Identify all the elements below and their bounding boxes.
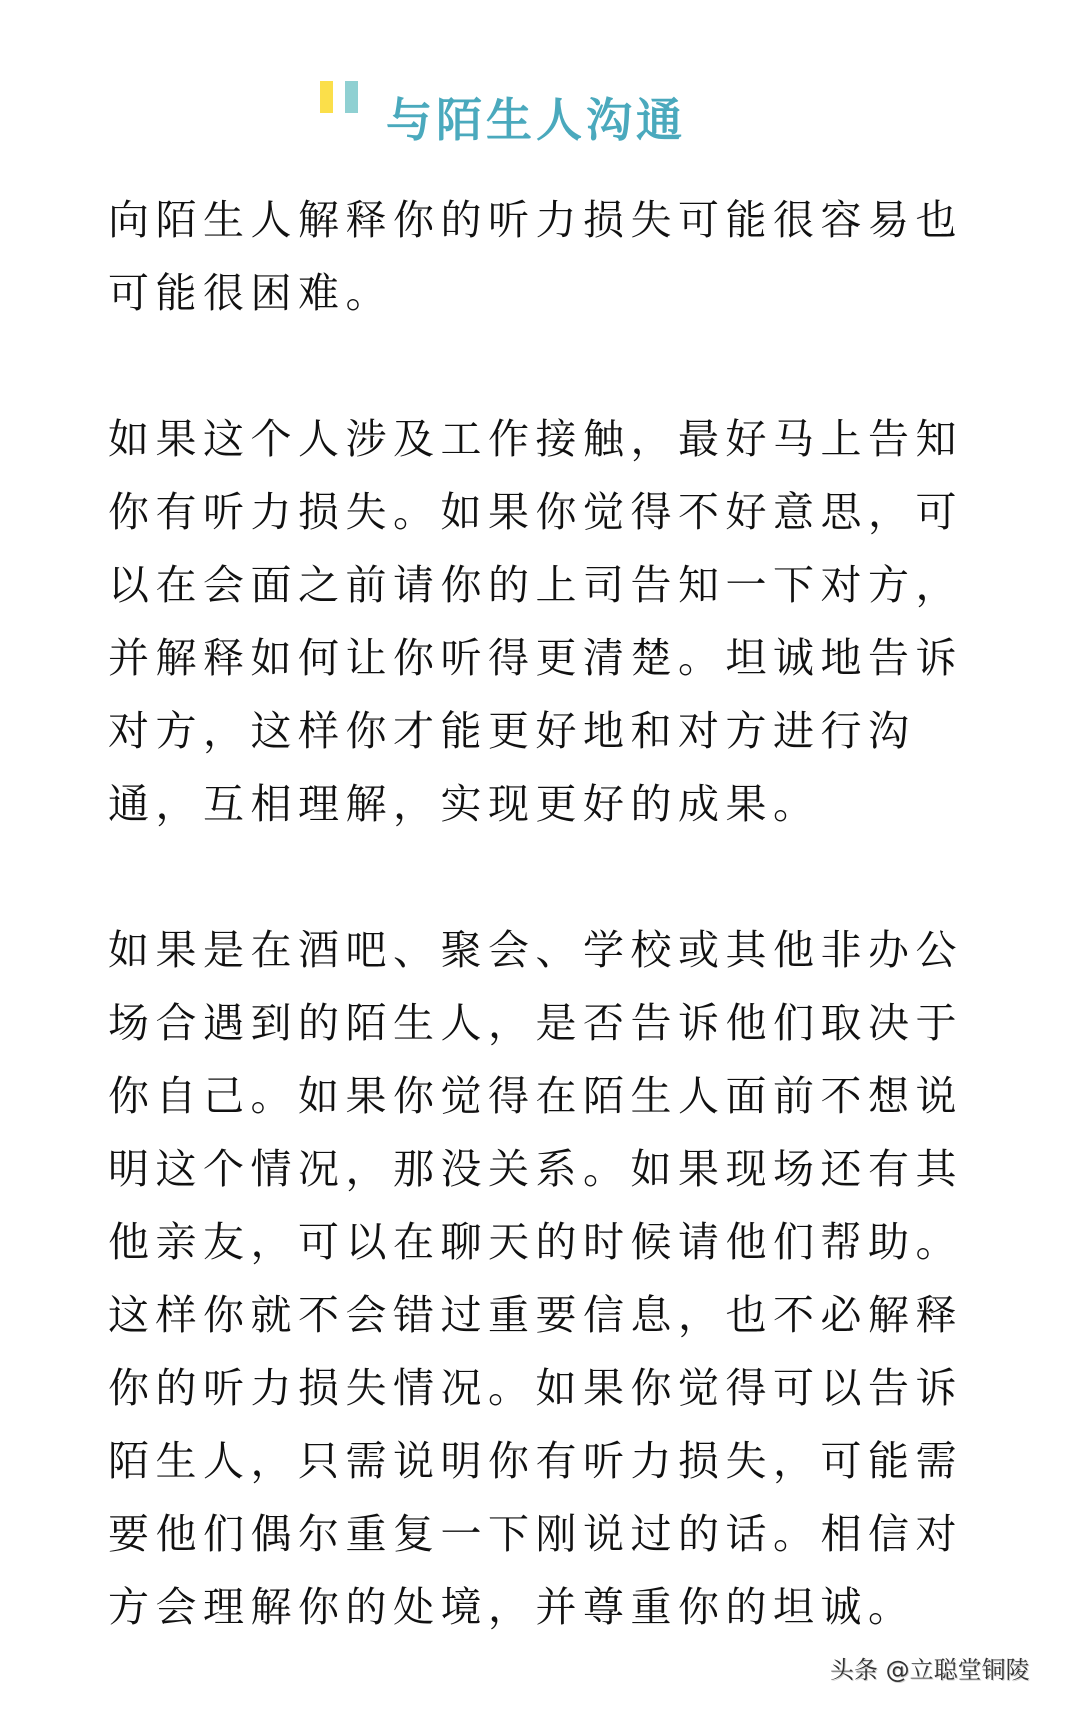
paragraph-intro	[108, 192, 988, 338]
article-body	[108, 192, 988, 1725]
text-line: 并解释如何让你听得更清楚。坦诚地告诉	[108, 634, 963, 682]
section-title: 与陌生人沟通	[386, 93, 686, 147]
text-line: 明这个情况，那没关系。如果现场还有其	[108, 1145, 963, 1193]
text-line: 对方，这样你才能更好地和对方进行沟	[108, 707, 916, 755]
text-line: 向陌生人解释你的听力损失可能很容易也	[108, 196, 963, 244]
text-line: 如果这个人涉及工作接触，最好马上告知	[108, 415, 963, 463]
watermark: 头条 @立聪堂铜陵	[830, 1656, 1030, 1684]
teal-accent-bar-icon	[345, 81, 358, 113]
text-line: 方会理解你的处境，并尊重你的坦诚。	[108, 1583, 916, 1631]
text-line: 通，互相理解，实现更好的成果。	[108, 780, 821, 828]
paragraph-social-setting	[108, 922, 988, 1652]
section-header	[0, 78, 1080, 158]
text-line: 如果是在酒吧、聚会、学校或其他非办公	[108, 926, 963, 974]
paragraph-work-contact	[108, 411, 988, 849]
text-line: 你的听力损失情况。如果你觉得可以告诉	[108, 1364, 963, 1412]
yellow-accent-bar-icon	[320, 81, 333, 113]
text-line: 这样你就不会错过重要信息，也不必解释	[108, 1291, 963, 1339]
text-line: 你自己。如果你觉得在陌生人面前不想说	[108, 1072, 963, 1120]
text-line: 以在会面之前请你的上司告知一下对方，	[108, 561, 963, 609]
text-line: 要他们偶尔重复一下刚说过的话。相信对	[108, 1510, 963, 1558]
text-line: 场合遇到的陌生人，是否告诉他们取决于	[108, 999, 963, 1047]
text-line: 你有听力损失。如果你觉得不好意思，可	[108, 488, 963, 536]
text-line: 他亲友，可以在聊天的时候请他们帮助。	[108, 1218, 963, 1266]
text-line: 可能很困难。	[108, 269, 393, 317]
text-line: 陌生人，只需说明你有听力损失，可能需	[108, 1437, 963, 1485]
